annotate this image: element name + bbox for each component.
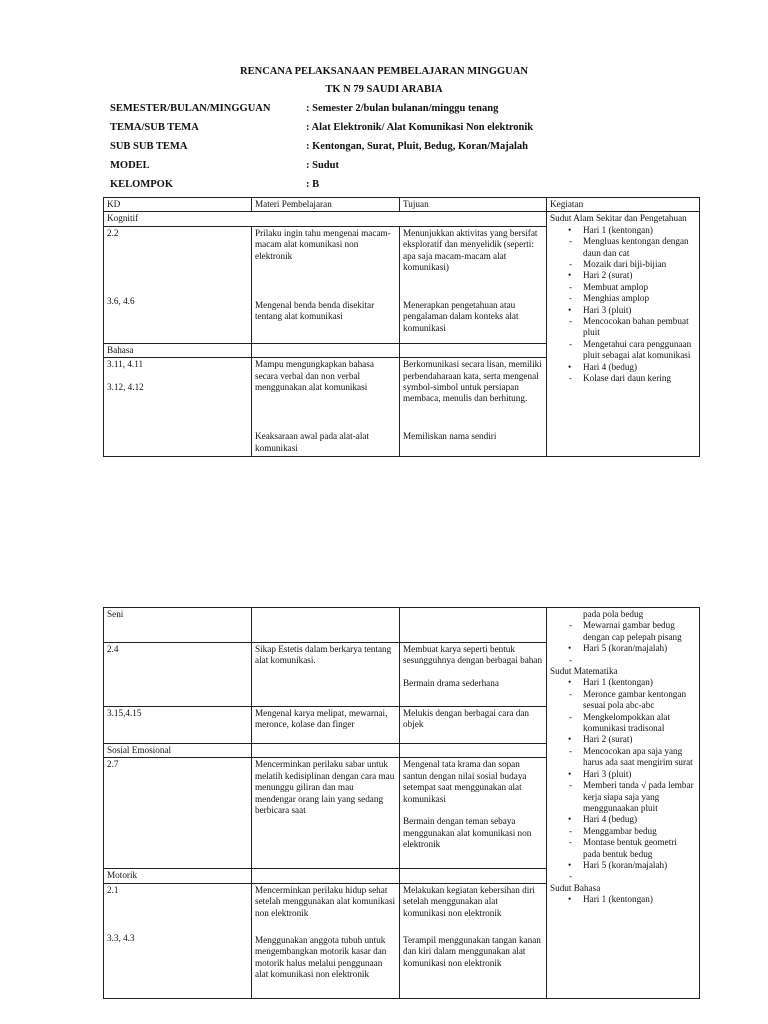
- kegiatan-item: - Meronce gambar kentongan sesuai pola abc-abc: [550, 689, 696, 712]
- meta-value-tema: : Alat Elektronik/ Alat Komunikasi Non elektronik: [306, 122, 534, 133]
- materi-2-7: Mencerminkan perilaku sabar untuk melatih kedisiplinan dengan cara mau menunggu giliran dan mau mendengar orang lain yang sedang berbicara saat: [252, 758, 400, 869]
- meta-value-subsubtema: : Kentongan, Surat, Pluit, Bedug, Koran/Majalah: [306, 141, 528, 152]
- kegiatan-item: - Kolase dari daun kering: [550, 373, 696, 384]
- tujuan-3-6: Menerapkan pengetahuan atau pengalaman dalam konteks alat komunikasi: [403, 299, 519, 333]
- kegiatan-item: - Mengkelompokkan alat komunikasi tradisonal: [550, 712, 696, 735]
- kegiatan-item: [550, 871, 696, 882]
- materi-3-3: Menggunakan anggota tubuh untuk mengembangkan motorik kasar dan motorik halus melalui penggunaan alat komunikasi non elektronik: [255, 934, 387, 980]
- kd-2-4: 2.4: [104, 643, 252, 707]
- kegiatan-item: - Mengetahui cara penggunaan pluit sebagai alat komunikasi: [550, 339, 696, 362]
- tujuan-3-12: Memiliskan nama sendiri: [403, 431, 497, 442]
- kegiatan-item: - Mencocokan bahan pembuat pluit: [550, 316, 696, 339]
- tujuan-2-4-a: Membuat karya seperti bentuk sesungguhnya dengan berbagai bahan: [403, 644, 543, 666]
- meta-label-model: MODEL: [110, 160, 150, 171]
- kegiatan-item: - Montase bentuk geometri pada bentuk bedug: [550, 837, 696, 860]
- tujuan-cell-2-7: [400, 758, 547, 869]
- meta-value-model: : Sudut: [306, 160, 339, 171]
- meta-value-semester: : Semester 2/bulan bulanan/minggu tenang: [306, 103, 499, 114]
- tujuan-2-4-b: Bermain drama sederhana: [403, 678, 499, 689]
- kegiatan-item: Sudut Bahasa: [550, 882, 601, 893]
- tujuan-3-11: Berkomunikasi secara lisan, memiliki perbendaharaan kata, serta mengenal symbol-simbol untuk persiapan membaca, menulis dan berhitung.: [403, 359, 542, 404]
- meta-value-kelompok: : B: [306, 179, 320, 190]
- kd-3-6: 3.6, 4.6: [107, 296, 135, 307]
- plan-table-1: [103, 197, 700, 457]
- tujuan-2-7-a: Mengenal tata krama dan sopan santun dengan nilai sosial budaya setempat saat menggunakan alat komunikasi: [403, 759, 527, 804]
- kegiatan-item: [550, 655, 696, 666]
- header-kegiatan: Kegiatan: [547, 198, 700, 212]
- kegiatan-item: - Mencocokan apa saja yang harus ada saat mengirim surat: [550, 746, 696, 769]
- header-tujuan: Tujuan: [400, 198, 547, 212]
- section-bahasa: Bahasa: [104, 343, 252, 357]
- kegiatan-cell-2: [547, 608, 700, 999]
- materi-3-6: Mengenal benda benda disekitar tentang alat komunikasi: [255, 299, 375, 322]
- tujuan-3-15: Melukis dengan berbagai cara dan objek: [400, 707, 547, 744]
- kegiatan-list-1: [550, 213, 696, 384]
- kegiatan-item: - Menghias amplop: [550, 293, 696, 304]
- kegiatan-item: • Hari 1 (kentongan): [550, 894, 696, 905]
- meta-label-semester: SEMESTER/BULAN/MINGGUAN: [110, 103, 271, 114]
- meta-label-tema: TEMA/SUB TEMA: [110, 122, 199, 133]
- kegiatan-item: - Menggambar bedug: [550, 826, 696, 837]
- materi-3-12: Keaksaraan awal pada alat-alat komunikasi: [255, 431, 370, 453]
- plan-table-2: [103, 607, 700, 999]
- meta-label-subsubtema: SUB SUB TEMA: [110, 141, 188, 152]
- kegiatan-item: Sudut Matematika: [550, 666, 618, 677]
- kegiatan-item: • Hari 1 (kentongan): [550, 677, 696, 688]
- kd-cell-motorik: [104, 883, 252, 998]
- kegiatan-item: • Hari 5 (koran/majalah): [550, 860, 696, 871]
- kegiatan-cell-1: [547, 212, 700, 457]
- kegiatan-item: Sudut Alam Sekitar dan Pengetahuan: [550, 213, 687, 224]
- materi-cell-bahasa: [252, 358, 400, 457]
- tujuan-cell-kognitif: [400, 226, 547, 343]
- tujuan-cell-bahasa: [400, 358, 547, 457]
- kd-2-1: 2.1: [107, 884, 119, 895]
- kegiatan-item: - Mengluas kentongan dengan daun dan cat: [550, 236, 696, 259]
- kegiatan-list-2: [550, 609, 696, 906]
- kegiatan-item: • Hari 5 (koran/majalah): [550, 643, 696, 654]
- materi-2-2: Prilaku ingin tahu mengenai macam-macam alat komunikasi non elektronik: [255, 227, 391, 261]
- kd-3-11: 3.11, 4.11: [107, 359, 144, 370]
- kegiatan-item: - Membuat amplop: [550, 282, 696, 293]
- materi-cell-motorik: [252, 883, 400, 998]
- section-seni: Seni: [104, 608, 252, 643]
- header-materi: Materi Pembelajaran: [252, 198, 400, 212]
- kegiatan-item: • Hari 2 (surat): [550, 270, 696, 281]
- kegiatan-item: - Mewarnai gambar bedug dengan cap pelepah pisang: [550, 620, 696, 643]
- kegiatan-item: • Hari 1 (kentongan): [550, 225, 696, 236]
- document-title: RENCANA PELAKSANAAN PEMBELAJARAN MINGGUAN: [240, 66, 528, 77]
- section-motorik: Motorik: [104, 869, 252, 883]
- tujuan-2-7-b: Bermain dengan teman sebaya menggunakan alat komunikasi non elektronik: [403, 816, 532, 850]
- kegiatan-item: - Memberi tanda √ pada lembar kerja siapa saja yang menggunaakan pluit: [550, 780, 696, 814]
- kegiatan-item: • Hari 3 (pluit): [550, 769, 696, 780]
- tujuan-cell-motorik: [400, 883, 547, 998]
- kd-2-2: 2.2: [107, 227, 119, 238]
- materi-3-15: Mengenal karya melipat, mewarnai, meronce, kolase dan finger: [252, 707, 400, 744]
- meta-label-kelompok: KELOMPOK: [110, 179, 173, 190]
- materi-2-4: Sikap Estetis dalam berkarya tentang alat komunikasi.: [252, 643, 400, 707]
- header-kd: KD: [104, 198, 252, 212]
- kegiatan-item: • Hari 2 (surat): [550, 734, 696, 745]
- kd-cell-bahasa: [104, 358, 252, 457]
- school-name: TK N 79 SAUDI ARABIA: [325, 84, 443, 95]
- tujuan-2-1: Melakukan kegiatan kebersihan diri setelah menggunakan alat komunikasi non elektronik: [403, 884, 535, 918]
- tujuan-2-2: Menunjukkan aktivitas yang bersifat eksploratif dan menyelidik (seperti: apa saja macam-macam alat komunikasi): [403, 227, 538, 273]
- materi-2-1: Mencerminkan perilaku hidup sehat setelah menggunakan alat komunikasi non elektronik: [255, 884, 396, 918]
- kd-3-12: 3.12, 4.12: [107, 382, 144, 393]
- kegiatan-item: - Mozaik dari biji-bijian: [550, 259, 696, 270]
- materi-cell-kognitif: [252, 226, 400, 343]
- section-kognitif: Kognitif: [104, 212, 547, 226]
- kegiatan-item: • Hari 4 (bedug): [550, 814, 696, 825]
- kegiatan-item: pada pola bedug: [583, 609, 644, 619]
- materi-3-11: Mampu mengungkapkan bahasa secara verbal dan non verbal menggunakan alat komunikasi: [255, 359, 374, 393]
- section-sosial-emosional: Sosial Emosional: [104, 744, 252, 758]
- kegiatan-item: • Hari 4 (bedug): [550, 362, 696, 373]
- tujuan-cell-2-4: [400, 643, 547, 707]
- kd-2-7: 2.7: [104, 758, 252, 869]
- tujuan-3-3: Terampil menggunakan tangan kanan dan kiri dalam menggunakan alat komunikasi non elektronik: [403, 934, 541, 968]
- kd-cell-kognitif: [104, 226, 252, 343]
- kd-3-15: 3.15,4.15: [104, 707, 252, 744]
- kd-3-3: 3.3, 4.3: [107, 933, 135, 944]
- kegiatan-item: • Hari 3 (pluit): [550, 305, 696, 316]
